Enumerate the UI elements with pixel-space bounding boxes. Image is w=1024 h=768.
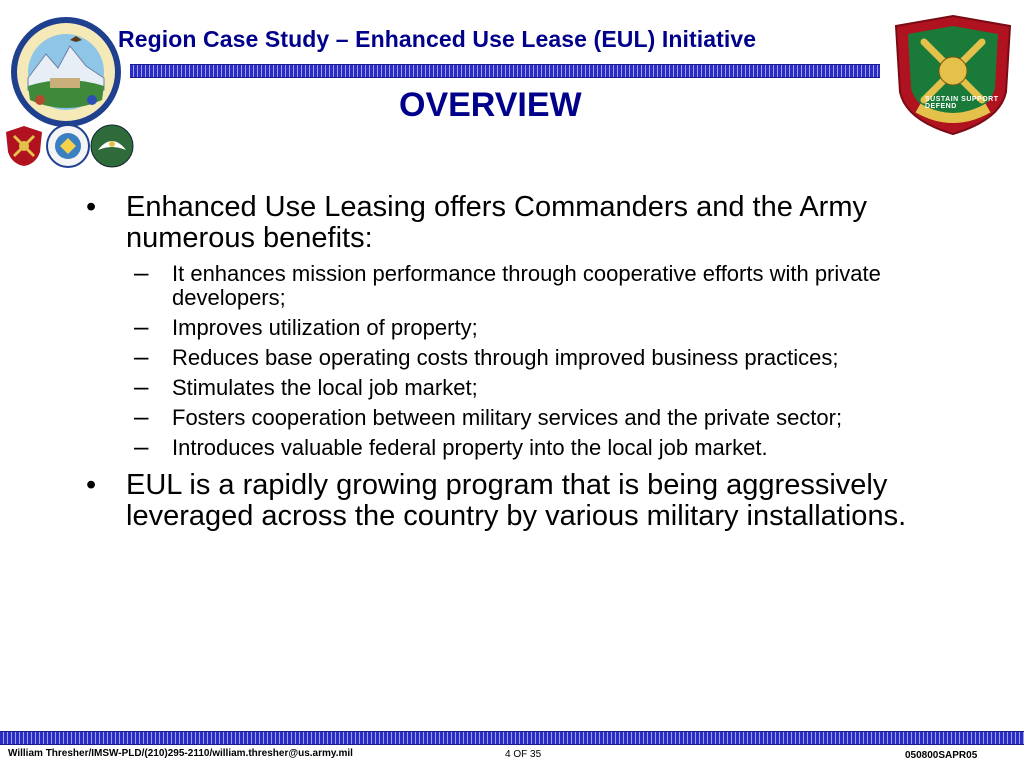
footer-contact: William Thresher/IMSW-PLD/(210)295-2110/william.thresher@us.army.mil (8, 748, 353, 759)
page-number: 4 OF 35 (505, 749, 542, 760)
army-crest-badge-icon (2, 124, 46, 168)
sub-list-item (86, 341, 986, 371)
sub-bullet-text: Introduces valuable federal property into the local job market. (172, 435, 768, 460)
sub-list-item (86, 311, 986, 341)
footer-divider-stripe (0, 731, 1024, 745)
slide-title: Region Case Study – Enhanced Use Lease (EUL) Initiative (118, 26, 757, 52)
sub-list-item (86, 371, 986, 401)
installation-management-seal-icon (10, 16, 122, 128)
eagle-emblem-badge-icon (90, 124, 134, 168)
list-item (86, 192, 986, 254)
header-divider-stripe (130, 64, 880, 78)
bullet-text: Enhanced Use Leasing offers Commanders and the Army numerous benefits: (126, 191, 867, 254)
dash-icon: – (134, 401, 149, 431)
slide-body (86, 192, 986, 540)
sub-bullet-text: Fosters cooperation between military services and the private sector; (172, 405, 843, 430)
sub-list-item (86, 431, 986, 461)
sustain-support-defend-crest-icon (890, 12, 1016, 138)
sub-bullet-text: Stimulates the local job market; (172, 375, 478, 400)
dash-icon: – (134, 431, 149, 461)
dash-icon: – (134, 371, 149, 401)
section-heading: OVERVIEW (399, 86, 582, 124)
bullet-dot-icon: • (86, 469, 97, 501)
agency-seal-badge-icon (46, 124, 90, 168)
dash-icon: – (134, 257, 149, 287)
sub-list-item (86, 401, 986, 431)
sub-list-item (86, 257, 986, 310)
sub-bullet-text: Reduces base operating costs through improved business practices; (172, 345, 839, 370)
document-code: 050800SAPR05 (905, 750, 978, 761)
dash-icon: – (134, 341, 149, 371)
bullet-dot-icon: • (86, 191, 97, 223)
sub-bullet-text: It enhances mission performance through cooperative efforts with private developers; (172, 261, 881, 310)
bullet-text: EUL is a rapidly growing program that is being aggressively leveraged across the country by various military installations. (126, 469, 907, 532)
sub-bullet-list (86, 257, 986, 461)
dash-icon: – (134, 311, 149, 341)
crest-motto: SUSTAIN SUPPORT DEFEND (925, 96, 999, 110)
sub-bullet-text: Improves utilization of property; (172, 315, 478, 340)
list-item (86, 470, 986, 532)
